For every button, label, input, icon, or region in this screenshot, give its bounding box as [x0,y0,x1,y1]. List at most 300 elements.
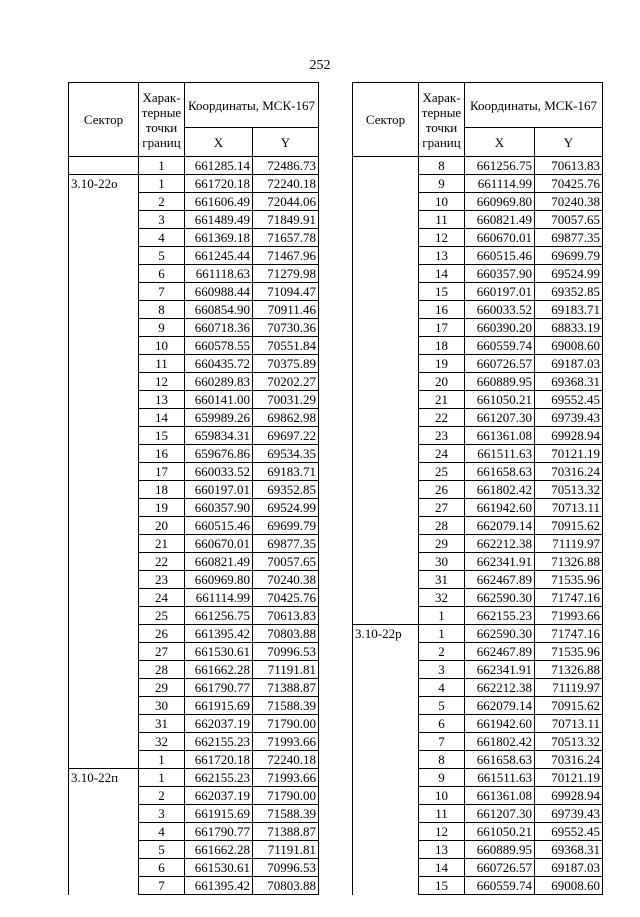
x-cell: 661395.42 [185,625,253,643]
x-cell: 662155.23 [185,733,253,751]
x-cell: 660889.95 [465,841,535,859]
sector-cell [353,175,419,193]
x-cell: 660988.44 [185,283,253,301]
x-cell: 662341.91 [465,661,535,679]
point-cell: 7 [139,877,185,895]
point-cell: 26 [139,625,185,643]
y-cell: 69187.03 [535,859,603,877]
table-row [69,157,319,175]
x-cell: 660718.36 [185,319,253,337]
y-cell: 69534.35 [253,445,319,463]
point-cell: 14 [139,409,185,427]
table-row [69,715,319,733]
table-row [69,265,319,283]
point-cell: 11 [419,805,465,823]
y-cell: 70915.62 [535,697,603,715]
x-cell: 661790.77 [185,823,253,841]
point-cell: 14 [419,265,465,283]
x-header: X [185,128,253,157]
y-cell: 69699.79 [253,517,319,535]
y-cell: 72486.73 [253,157,319,175]
point-cell: 12 [419,823,465,841]
x-cell: 661658.63 [465,751,535,769]
x-cell: 660670.01 [185,535,253,553]
table-row [353,427,603,445]
sector-cell [353,319,419,337]
x-cell: 661050.21 [465,823,535,841]
point-cell: 29 [139,679,185,697]
y-cell: 72240.18 [253,175,319,193]
table-row [69,733,319,751]
table-row [353,679,603,697]
y-cell: 71191.81 [253,661,319,679]
sector-cell [69,823,139,841]
point-cell: 4 [139,823,185,841]
table-row [69,679,319,697]
y-cell: 70513.32 [535,733,603,751]
y-cell: 70713.11 [535,499,603,517]
y-cell: 69739.43 [535,805,603,823]
y-cell: 69877.35 [253,535,319,553]
x-cell: 661915.69 [185,697,253,715]
point-cell: 6 [419,715,465,733]
point-cell: 1 [139,769,185,787]
coords-header: Координаты, МСК-167 [185,83,319,128]
y-cell: 70316.24 [535,751,603,769]
y-cell: 70803.88 [253,877,319,895]
y-cell: 70996.53 [253,643,319,661]
table-row [69,625,319,643]
sector-cell [353,337,419,355]
table-row [69,535,319,553]
point-cell: 19 [139,499,185,517]
table-row [353,337,603,355]
point-cell: 4 [139,229,185,247]
sector-cell [69,211,139,229]
x-cell: 661361.08 [465,427,535,445]
table-row [353,319,603,337]
x-cell: 660670.01 [465,229,535,247]
y-cell: 71326.88 [535,661,603,679]
point-cell: 18 [139,481,185,499]
table-row [69,661,319,679]
point-cell: 9 [139,319,185,337]
point-cell: 16 [139,445,185,463]
x-cell: 661658.63 [465,463,535,481]
y-cell: 71993.66 [253,733,319,751]
sector-cell: 3.10-22о [69,175,139,193]
point-cell: 18 [419,337,465,355]
table-row [353,175,603,193]
sector-cell [353,823,419,841]
table-row [69,589,319,607]
y-cell: 70803.88 [253,625,319,643]
point-cell: 24 [139,589,185,607]
sector-cell [69,355,139,373]
x-cell: 660559.74 [465,337,535,355]
point-cell: 7 [419,733,465,751]
sector-cell [353,877,419,895]
table-row [353,391,603,409]
x-cell: 661662.28 [185,661,253,679]
point-cell: 28 [419,517,465,535]
y-cell: 69862.98 [253,409,319,427]
table-row [69,859,319,877]
y-cell: 69183.71 [253,463,319,481]
sector-cell [69,427,139,445]
y-cell: 71094.47 [253,283,319,301]
x-cell: 661207.30 [465,409,535,427]
table-row [69,463,319,481]
point-cell: 21 [139,535,185,553]
point-cell: 10 [139,337,185,355]
y-cell: 71790.00 [253,787,319,805]
point-cell: 5 [139,841,185,859]
y-cell: 69187.03 [535,355,603,373]
sector-cell [353,841,419,859]
sector-cell [353,409,419,427]
table-row [353,607,603,625]
y-cell: 71588.39 [253,697,319,715]
sector-cell [353,427,419,445]
x-header: X [465,128,535,157]
sector-cell: 3.10-22п [69,769,139,787]
table-row [353,571,603,589]
x-cell: 660033.52 [185,463,253,481]
y-cell: 69877.35 [535,229,603,247]
point-cell: 6 [139,859,185,877]
point-cell: 2 [139,787,185,805]
x-cell: 659676.86 [185,445,253,463]
table-row [353,481,603,499]
sector-cell [69,265,139,283]
table-row [353,805,603,823]
y-cell: 70202.27 [253,373,319,391]
x-cell: 660197.01 [465,283,535,301]
x-cell: 660821.49 [185,553,253,571]
x-cell: 660969.80 [185,571,253,589]
sector-cell [69,535,139,553]
point-cell: 27 [139,643,185,661]
x-cell: 660559.74 [465,877,535,895]
table-row [353,553,603,571]
point-cell: 31 [139,715,185,733]
x-cell: 661256.75 [185,607,253,625]
point-cell: 12 [419,229,465,247]
y-cell: 71119.97 [535,679,603,697]
point-cell: 5 [139,247,185,265]
sector-cell [353,355,419,373]
y-cell: 69368.31 [535,373,603,391]
table-row [353,823,603,841]
sector-cell [353,373,419,391]
table-row [69,445,319,463]
y-cell: 70316.24 [535,463,603,481]
sector-cell [69,517,139,535]
x-cell: 660435.72 [185,355,253,373]
x-cell: 661395.42 [185,877,253,895]
x-cell: 662212.38 [465,535,535,553]
point-cell: 19 [419,355,465,373]
sector-cell [69,859,139,877]
table-row [353,301,603,319]
y-cell: 68833.19 [535,319,603,337]
y-cell: 69008.60 [535,877,603,895]
sector-cell [69,787,139,805]
table-row [353,355,603,373]
y-cell: 71191.81 [253,841,319,859]
table-row [353,643,603,661]
y-cell: 70425.76 [535,175,603,193]
y-cell: 71535.96 [535,571,603,589]
table-row [353,229,603,247]
y-cell: 71849.91 [253,211,319,229]
table-row [69,481,319,499]
table-row [353,859,603,877]
sector-cell [353,697,419,715]
x-cell: 661802.42 [465,733,535,751]
x-cell: 660854.90 [185,301,253,319]
point-cell: 1 [419,607,465,625]
table-row [69,229,319,247]
sector-cell [353,499,419,517]
coords-header: Координаты, МСК-167 [465,83,603,128]
x-cell: 662155.23 [465,607,535,625]
point-cell: 4 [419,679,465,697]
sector-cell [69,247,139,265]
y-cell: 70613.83 [253,607,319,625]
y-cell: 70730.36 [253,319,319,337]
y-cell: 69008.60 [535,337,603,355]
y-cell: 71993.66 [535,607,603,625]
y-cell: 71747.16 [535,589,603,607]
sector-cell [69,373,139,391]
point-cell: 25 [139,607,185,625]
sector-cell [353,157,419,175]
table-row [69,355,319,373]
x-cell: 661802.42 [465,481,535,499]
x-cell: 662590.30 [465,625,535,643]
y-cell: 70121.19 [535,445,603,463]
x-cell: 660289.83 [185,373,253,391]
point-cell: 2 [419,643,465,661]
x-cell: 661942.60 [465,499,535,517]
table-body-right [353,157,603,895]
sector-cell [69,589,139,607]
point-cell: 2 [139,193,185,211]
x-cell: 660357.90 [185,499,253,517]
x-cell: 662341.91 [465,553,535,571]
table-row [353,697,603,715]
x-cell: 661530.61 [185,643,253,661]
point-cell: 1 [139,157,185,175]
y-cell: 70240.38 [535,193,603,211]
y-cell: 70911.46 [253,301,319,319]
sector-cell [69,157,139,175]
table-row [353,589,603,607]
table-row [69,247,319,265]
x-cell: 661790.77 [185,679,253,697]
y-cell: 70425.76 [253,589,319,607]
table-row [353,193,603,211]
point-cell: 1 [419,625,465,643]
y-cell: 69928.94 [535,787,603,805]
x-cell: 661361.08 [465,787,535,805]
point-header: Харак-терные точки границ [139,83,185,157]
table-row [353,751,603,769]
y-cell: 71747.16 [535,625,603,643]
sector-cell [69,625,139,643]
sector-cell [69,661,139,679]
y-cell: 70031.29 [253,391,319,409]
y-cell: 71119.97 [535,535,603,553]
y-cell: 71588.39 [253,805,319,823]
y-cell: 71467.96 [253,247,319,265]
table-row [69,211,319,229]
sector-cell [353,265,419,283]
table-row [69,337,319,355]
sector-cell [353,211,419,229]
sector-cell [353,661,419,679]
table-row [69,373,319,391]
x-cell: 661245.44 [185,247,253,265]
x-cell: 660726.57 [465,859,535,877]
x-cell: 660515.46 [185,517,253,535]
y-cell: 69524.99 [253,499,319,517]
point-cell: 32 [139,733,185,751]
y-cell: 70513.32 [535,481,603,499]
x-cell: 660821.49 [465,211,535,229]
sector-cell [69,715,139,733]
point-cell: 23 [139,571,185,589]
point-cell: 20 [419,373,465,391]
sector-cell [69,499,139,517]
x-cell: 661489.49 [185,211,253,229]
point-cell: 9 [419,769,465,787]
sector-header: Сектор [353,83,419,157]
y-cell: 70057.65 [253,553,319,571]
point-cell: 30 [139,697,185,715]
x-cell: 661118.63 [185,265,253,283]
table-row [69,607,319,625]
x-cell: 662037.19 [185,715,253,733]
x-cell: 661285.14 [185,157,253,175]
sector-header: Сектор [69,83,139,157]
sector-cell [353,733,419,751]
sector-cell [353,751,419,769]
y-cell: 69928.94 [535,427,603,445]
sector-cell [353,715,419,733]
sector-cell [69,481,139,499]
y-header: Y [535,128,603,157]
table-row [69,751,319,769]
sector-cell [353,571,419,589]
point-cell: 26 [419,481,465,499]
x-cell: 662079.14 [465,517,535,535]
point-cell: 22 [419,409,465,427]
point-cell: 28 [139,661,185,679]
point-cell: 31 [419,571,465,589]
y-cell: 69368.31 [535,841,603,859]
y-cell: 70375.89 [253,355,319,373]
point-cell: 11 [419,211,465,229]
y-cell: 71326.88 [535,553,603,571]
x-cell: 661720.18 [185,751,253,769]
y-cell: 69552.45 [535,391,603,409]
point-cell: 10 [419,193,465,211]
y-cell: 69699.79 [535,247,603,265]
y-cell: 72240.18 [253,751,319,769]
sector-cell [353,553,419,571]
sector-cell [69,751,139,769]
table-body-left [69,157,319,895]
x-cell: 661915.69 [185,805,253,823]
table-row [353,283,603,301]
point-cell: 29 [419,535,465,553]
point-cell: 8 [419,751,465,769]
point-cell: 21 [419,391,465,409]
x-cell: 662590.30 [465,589,535,607]
point-cell: 13 [419,841,465,859]
sector-cell [353,859,419,877]
x-cell: 662467.89 [465,643,535,661]
sector-cell [69,571,139,589]
table-row [69,427,319,445]
table-row [353,661,603,679]
x-cell: 661207.30 [465,805,535,823]
table-row [353,535,603,553]
sector-cell [353,301,419,319]
y-cell: 69739.43 [535,409,603,427]
table-row [353,715,603,733]
y-cell: 69352.85 [535,283,603,301]
point-cell: 24 [419,445,465,463]
sector-cell [69,445,139,463]
point-cell: 15 [139,427,185,445]
point-cell: 10 [419,787,465,805]
sector-cell [353,229,419,247]
point-cell: 14 [419,859,465,877]
table-row [353,247,603,265]
table-row [69,391,319,409]
sector-cell [353,517,419,535]
table-row [353,517,603,535]
point-cell: 15 [419,877,465,895]
sector-cell [353,445,419,463]
sector-cell [353,643,419,661]
table-row [353,211,603,229]
sector-cell [69,193,139,211]
y-cell: 70996.53 [253,859,319,877]
point-cell: 5 [419,697,465,715]
point-cell: 15 [419,283,465,301]
table-row [69,805,319,823]
y-cell: 71388.87 [253,823,319,841]
table-row [69,841,319,859]
sector-cell [353,535,419,553]
x-cell: 661942.60 [465,715,535,733]
x-cell: 659834.31 [185,427,253,445]
y-cell: 71657.78 [253,229,319,247]
sector-cell [353,481,419,499]
table-row [69,697,319,715]
y-cell: 70713.11 [535,715,603,733]
y-cell: 69352.85 [253,481,319,499]
x-cell: 659989.26 [185,409,253,427]
y-cell: 69524.99 [535,265,603,283]
table-row [69,301,319,319]
point-cell: 23 [419,427,465,445]
